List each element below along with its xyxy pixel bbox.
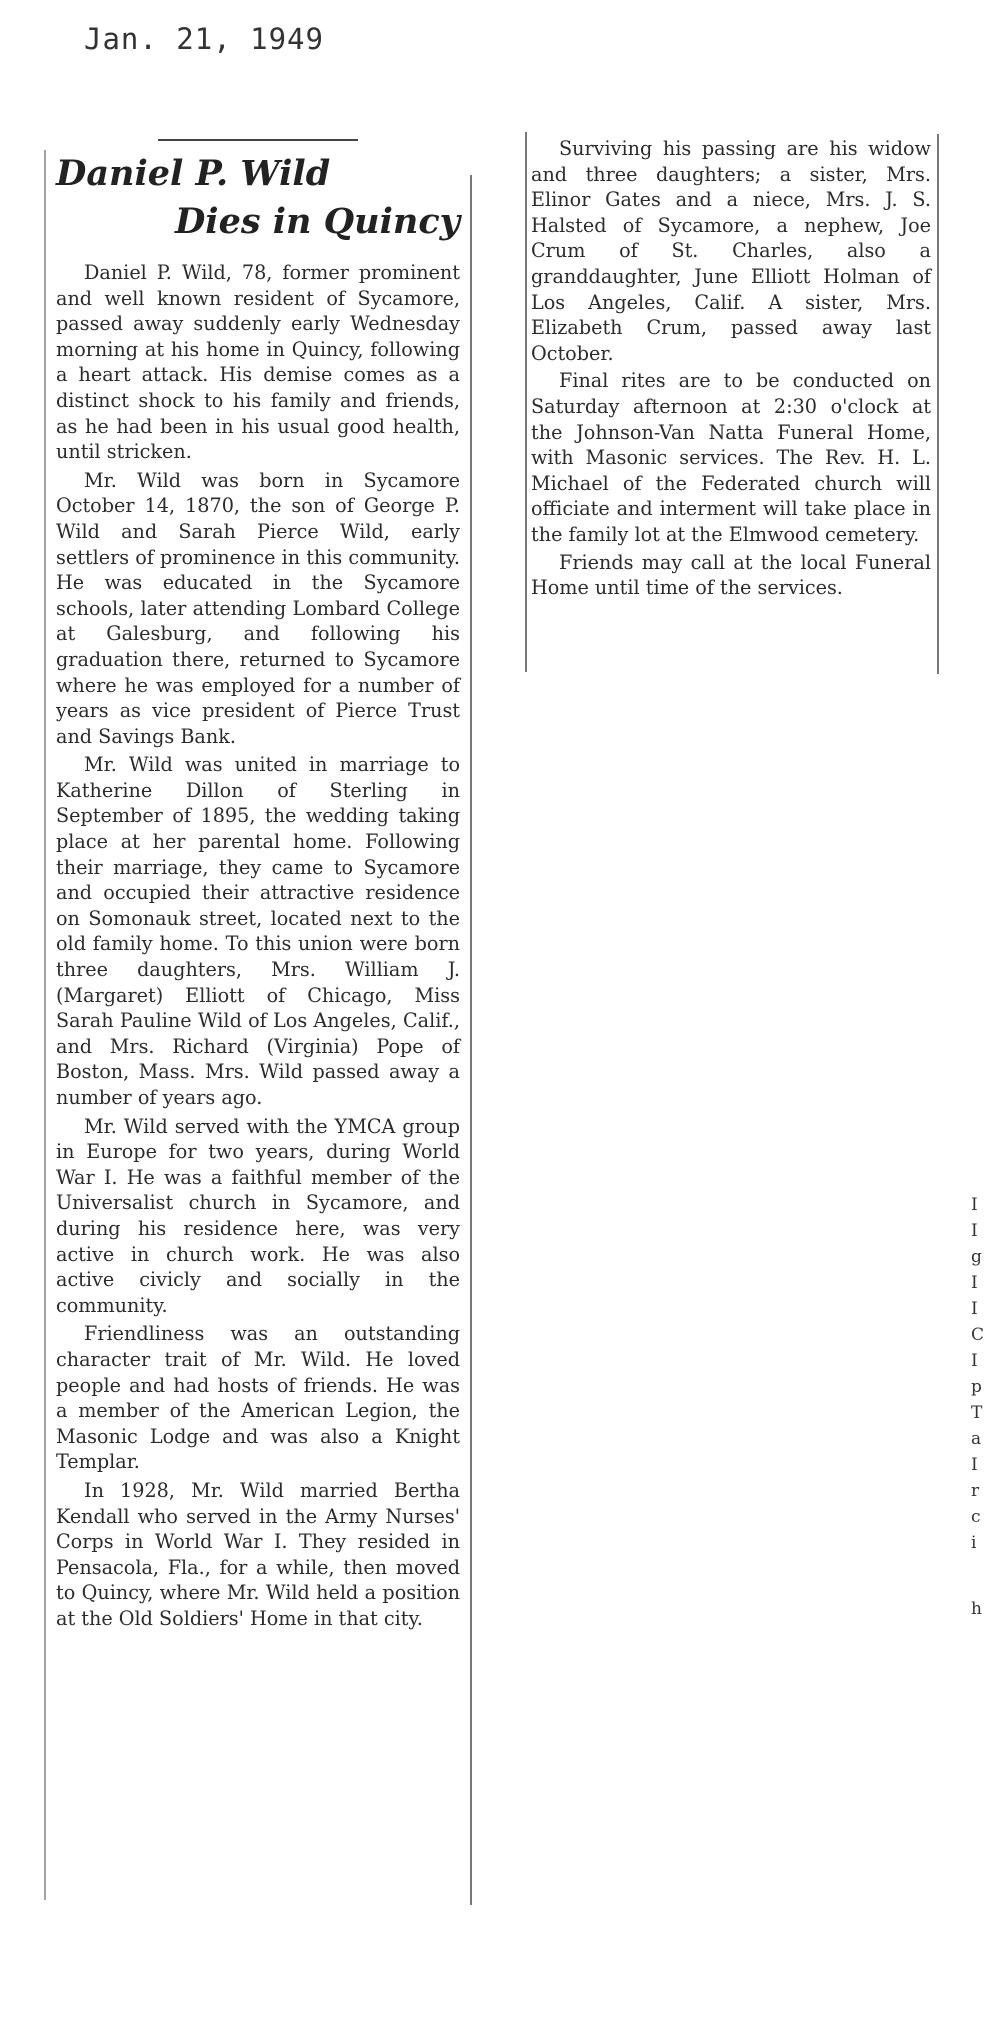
article-column-2 <box>531 136 931 603</box>
column-rule-middle <box>470 175 472 1905</box>
paragraph: Surviving his passing are his widow and three daughters; a sister, Mrs. Elinor Gates and a niece, Mrs. J. S. Halsted of Sycamore, a nephew, Joe Crum of St. Charles, also a granddaughter, June Elliott Holman of Los Angeles, Calif. A sister, Mrs. Elizabeth Crum, passed away last October. <box>531 137 931 365</box>
headline-line-1: Daniel P. Wild <box>56 153 331 194</box>
edge-fragment: g <box>971 1247 982 1267</box>
headline <box>56 150 460 246</box>
column-rule-second-left <box>525 132 527 672</box>
paragraph: In 1928, Mr. Wild married Bertha Kendall who served in the Army Nurses' Corps in World War I. They resided in Pensacola, Fla., for a while, then moved to Quincy, where Mr. Wild held a position at the Old Soldiers' Home in that city. <box>56 1478 460 1630</box>
edge-fragment: I <box>971 1299 978 1319</box>
edge-fragment: c <box>971 1507 981 1527</box>
edge-fragment: I <box>971 1351 978 1371</box>
edge-fragment: a <box>971 1429 982 1449</box>
dateline: Jan. 21, 1949 <box>84 22 324 56</box>
edge-fragment: C <box>971 1325 984 1345</box>
paragraph: Final rites are to be conducted on Saturday afternoon at 2:30 o'clock at the Johnson-Van Natta Funeral Home, with Masonic services. The Rev. H. L. Michael of the Federated church will officiate and interment will take place in the family lot at the Elmwood cemetery. <box>531 369 931 546</box>
headline-line-2: Dies in Quincy <box>174 201 460 242</box>
edge-fragment: I <box>971 1195 978 1215</box>
article-column-1 <box>56 150 460 1634</box>
edge-fragment: T <box>971 1403 983 1423</box>
edge-fragment: p <box>971 1377 982 1397</box>
paragraph: Daniel P. Wild, 78, former prominent and well known resident of Sycamore, passed away suddenly early Wednesday morning at his home in Quincy, following a heart attack. His demise comes as a distinct shock to his family and friends, as he had been in his usual good health, until stricken. <box>56 261 460 464</box>
edge-fragment: I <box>971 1273 978 1293</box>
paragraph: Mr. Wild was born in Sycamore October 14, 1870, the son of George P. Wild and Sarah Pierce Wild, early settlers of prominence in this community. He was educated in the Sycamore schools, later attending Lombard College at Galesburg, and following his graduation there, returned to Sycamore where he was employed for a number of years as vice president of Pierce Trust and Savings Bank. <box>56 468 460 748</box>
paragraph: Friends may call at the local Funeral Home until time of the services. <box>531 550 931 600</box>
column-rule-second-right <box>937 134 939 674</box>
edge-fragment: h <box>971 1599 982 1619</box>
column-rule-left <box>44 150 46 1900</box>
edge-fragment: r <box>971 1481 980 1501</box>
paragraph: Friendliness was an outstanding character trait of Mr. Wild. He loved people and had hosts of friends. He was a member of the American Legion, the Masonic Lodge and was also a Knight Templar. <box>56 1322 460 1474</box>
edge-fragment: I <box>971 1221 978 1241</box>
paragraph: Mr. Wild served with the YMCA group in Europe for two years, during World War I. He was a faithful member of the Universalist church in Sycamore, and during his residence here, was very active in church work. He was also active civicly and socially in the community. <box>56 1114 460 1317</box>
headline-rule <box>158 139 358 141</box>
paragraph: Mr. Wild was united in marriage to Katherine Dillon of Sterling in September of 1895, the wedding taking place at her parental home. Following their marriage, they came to Sycamore and occupied their attractive residence on Somonauk street, located next to the old family home. To this union were born three daughters, Mrs. William J. (Margaret) Elliott of Chicago, Miss Sarah Pauline Wild of Los Angeles, Calif., and Mrs. Richard (Virginia) Pope of Boston, Mass. Mrs. Wild passed away a number of years ago. <box>56 753 460 1109</box>
edge-fragment: i <box>971 1533 977 1553</box>
edge-fragment: I <box>971 1455 978 1475</box>
